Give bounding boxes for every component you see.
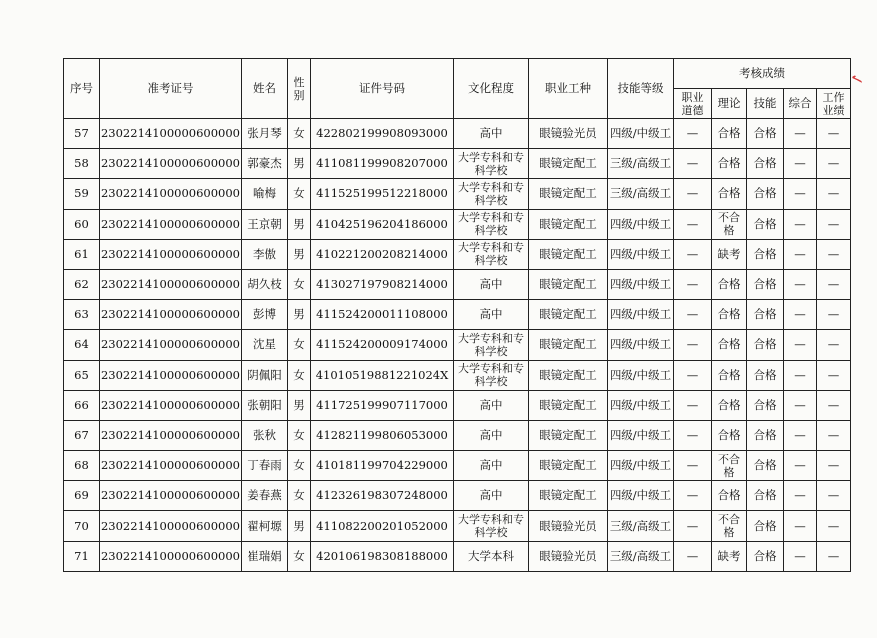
cell-job: 眼镜定配工 xyxy=(529,481,608,511)
cell-work: — xyxy=(817,511,851,541)
cell-ethics: — xyxy=(674,390,712,420)
cell-ticket: 2302214100000600000 xyxy=(100,541,242,571)
cell-seq: 65 xyxy=(64,360,100,390)
cell-theory: 合格 xyxy=(712,330,747,360)
cell-ethics: — xyxy=(674,179,712,209)
cell-gender: 男 xyxy=(288,149,311,179)
cell-ticket: 2302214100000600000 xyxy=(100,149,242,179)
cell-work: — xyxy=(817,451,851,481)
cell-ethics: — xyxy=(674,511,712,541)
cell-theory: 不合格 xyxy=(712,451,747,481)
header-theory: 理论 xyxy=(712,89,747,119)
cell-overall: — xyxy=(784,390,817,420)
cell-ethics: — xyxy=(674,541,712,571)
cell-id: 411725199907117000 xyxy=(311,390,454,420)
cell-ticket: 2302214100000600000 xyxy=(100,330,242,360)
cell-skill: 合格 xyxy=(747,119,784,149)
cell-name: 崔瑞娟 xyxy=(242,541,288,571)
cell-gender: 女 xyxy=(288,330,311,360)
cell-level: 四级/中级工 xyxy=(608,239,674,269)
cell-gender: 男 xyxy=(288,209,311,239)
table-row xyxy=(64,119,851,149)
cell-ethics: — xyxy=(674,300,712,330)
cell-gender: 男 xyxy=(288,239,311,269)
cell-edu: 大学本科 xyxy=(454,541,529,571)
cell-overall: — xyxy=(784,360,817,390)
cell-gender: 女 xyxy=(288,541,311,571)
cell-name: 丁春雨 xyxy=(242,451,288,481)
cell-ethics: — xyxy=(674,451,712,481)
cell-theory: 合格 xyxy=(712,390,747,420)
cell-ticket: 2302214100000600000 xyxy=(100,481,242,511)
cell-theory: 合格 xyxy=(712,481,747,511)
cell-overall: — xyxy=(784,511,817,541)
cell-job: 眼镜验光员 xyxy=(529,511,608,541)
cell-skill: 合格 xyxy=(747,300,784,330)
cell-name: 翟柯塬 xyxy=(242,511,288,541)
cell-edu: 大学专科和专科学校 xyxy=(454,179,529,209)
cell-seq: 57 xyxy=(64,119,100,149)
cell-edu: 大学专科和专科学校 xyxy=(454,360,529,390)
cell-edu: 高中 xyxy=(454,300,529,330)
cell-name: 阴佩阳 xyxy=(242,360,288,390)
cell-job: 眼镜定配工 xyxy=(529,330,608,360)
cell-name: 姜春燕 xyxy=(242,481,288,511)
cell-edu: 大学专科和专科学校 xyxy=(454,239,529,269)
cell-ticket: 2302214100000600000 xyxy=(100,451,242,481)
cell-job: 眼镜定配工 xyxy=(529,269,608,299)
cell-theory: 合格 xyxy=(712,300,747,330)
cell-work: — xyxy=(817,209,851,239)
cell-work: — xyxy=(817,149,851,179)
cell-seq: 66 xyxy=(64,390,100,420)
table-row xyxy=(64,179,851,209)
cell-name: 彭博 xyxy=(242,300,288,330)
cell-edu: 高中 xyxy=(454,481,529,511)
header-gender xyxy=(288,59,311,119)
cell-ethics: — xyxy=(674,481,712,511)
cell-overall: — xyxy=(784,481,817,511)
cell-overall: — xyxy=(784,541,817,571)
cell-gender: 女 xyxy=(288,179,311,209)
cell-id: 411082200201052000 xyxy=(311,511,454,541)
cell-theory: 合格 xyxy=(712,360,747,390)
table-row xyxy=(64,209,851,239)
cell-edu: 大学专科和专科学校 xyxy=(454,149,529,179)
cell-name: 张月琴 xyxy=(242,119,288,149)
cell-ethics: — xyxy=(674,119,712,149)
cell-name: 郭豪杰 xyxy=(242,149,288,179)
cell-job: 眼镜定配工 xyxy=(529,209,608,239)
cell-work: — xyxy=(817,119,851,149)
cell-work: — xyxy=(817,360,851,390)
cell-overall: — xyxy=(784,451,817,481)
cell-seq: 63 xyxy=(64,300,100,330)
cell-seq: 62 xyxy=(64,269,100,299)
cell-skill: 合格 xyxy=(747,360,784,390)
cell-job: 眼镜定配工 xyxy=(529,451,608,481)
header-job: 职业工种 xyxy=(529,59,608,119)
cell-level: 三级/高级工 xyxy=(608,179,674,209)
cell-id: 410425196204186000 xyxy=(311,209,454,239)
table-row xyxy=(64,149,851,179)
cell-level: 四级/中级工 xyxy=(608,330,674,360)
cell-theory: 缺考 xyxy=(712,541,747,571)
cell-seq: 60 xyxy=(64,209,100,239)
cell-name: 张朝阳 xyxy=(242,390,288,420)
exam-results-table xyxy=(63,58,851,572)
table-body xyxy=(64,119,851,572)
cell-seq: 70 xyxy=(64,511,100,541)
header-score-group: 考核成绩 xyxy=(674,59,851,89)
cell-name: 王京朝 xyxy=(242,209,288,239)
table-row xyxy=(64,239,851,269)
cell-overall: — xyxy=(784,149,817,179)
header-work xyxy=(817,89,851,119)
cell-ticket: 2302214100000600000 xyxy=(100,119,242,149)
cell-skill: 合格 xyxy=(747,511,784,541)
cell-ticket: 2302214100000600000 xyxy=(100,209,242,239)
cell-gender: 女 xyxy=(288,119,311,149)
cell-ticket: 2302214100000600000 xyxy=(100,390,242,420)
cell-job: 眼镜定配工 xyxy=(529,360,608,390)
cell-job: 眼镜验光员 xyxy=(529,541,608,571)
cell-gender: 男 xyxy=(288,300,311,330)
cell-level: 三级/高级工 xyxy=(608,541,674,571)
cell-seq: 61 xyxy=(64,239,100,269)
cell-work: — xyxy=(817,390,851,420)
cell-id: 422802199908093000 xyxy=(311,119,454,149)
header-skill: 技能 xyxy=(747,89,784,119)
table-row xyxy=(64,481,851,511)
table-row xyxy=(64,511,851,541)
handwritten-mark: ✓ xyxy=(846,71,868,88)
cell-ethics: — xyxy=(674,209,712,239)
table-row xyxy=(64,390,851,420)
cell-gender: 男 xyxy=(288,511,311,541)
cell-name: 沈星 xyxy=(242,330,288,360)
cell-edu: 高中 xyxy=(454,451,529,481)
cell-skill: 合格 xyxy=(747,451,784,481)
cell-ethics: — xyxy=(674,420,712,450)
cell-skill: 合格 xyxy=(747,330,784,360)
cell-name: 李傲 xyxy=(242,239,288,269)
cell-seq: 69 xyxy=(64,481,100,511)
header-seq: 序号 xyxy=(64,59,100,119)
cell-edu: 高中 xyxy=(454,119,529,149)
cell-skill: 合格 xyxy=(747,481,784,511)
cell-seq: 58 xyxy=(64,149,100,179)
cell-skill: 合格 xyxy=(747,239,784,269)
cell-skill: 合格 xyxy=(747,149,784,179)
cell-skill: 合格 xyxy=(747,420,784,450)
cell-work: — xyxy=(817,269,851,299)
cell-job: 眼镜定配工 xyxy=(529,300,608,330)
cell-level: 四级/中级工 xyxy=(608,420,674,450)
table-row xyxy=(64,330,851,360)
cell-work: — xyxy=(817,541,851,571)
cell-level: 四级/中级工 xyxy=(608,481,674,511)
cell-id: 413027197908214000 xyxy=(311,269,454,299)
cell-level: 四级/中级工 xyxy=(608,360,674,390)
cell-work: — xyxy=(817,481,851,511)
cell-id: 412821199806053000 xyxy=(311,420,454,450)
cell-id: 411081199908207000 xyxy=(311,149,454,179)
cell-ethics: — xyxy=(674,269,712,299)
cell-skill: 合格 xyxy=(747,541,784,571)
cell-theory: 不合格 xyxy=(712,209,747,239)
header-ethics-text: 职业道德 xyxy=(681,90,704,117)
cell-level: 三级/高级工 xyxy=(608,149,674,179)
cell-edu: 大学专科和专科学校 xyxy=(454,330,529,360)
table-row xyxy=(64,360,851,390)
cell-ethics: — xyxy=(674,149,712,179)
cell-seq: 59 xyxy=(64,179,100,209)
header-work-text: 工作业绩 xyxy=(822,90,845,117)
cell-level: 四级/中级工 xyxy=(608,390,674,420)
cell-seq: 64 xyxy=(64,330,100,360)
cell-overall: — xyxy=(784,119,817,149)
cell-theory: 合格 xyxy=(712,269,747,299)
cell-gender: 男 xyxy=(288,390,311,420)
cell-ethics: — xyxy=(674,239,712,269)
cell-seq: 68 xyxy=(64,451,100,481)
cell-overall: — xyxy=(784,330,817,360)
cell-job: 眼镜定配工 xyxy=(529,390,608,420)
cell-skill: 合格 xyxy=(747,390,784,420)
cell-name: 张秋 xyxy=(242,420,288,450)
cell-job: 眼镜验光员 xyxy=(529,119,608,149)
table-row xyxy=(64,541,851,571)
table-row xyxy=(64,269,851,299)
cell-job: 眼镜定配工 xyxy=(529,239,608,269)
cell-id: 411525199512218000 xyxy=(311,179,454,209)
cell-job: 眼镜定配工 xyxy=(529,179,608,209)
table-row xyxy=(64,420,851,450)
cell-level: 四级/中级工 xyxy=(608,451,674,481)
cell-name: 喻梅 xyxy=(242,179,288,209)
cell-work: — xyxy=(817,420,851,450)
cell-edu: 高中 xyxy=(454,269,529,299)
cell-id: 420106198308188000 xyxy=(311,541,454,571)
cell-id: 410221200208214000 xyxy=(311,239,454,269)
cell-level: 四级/中级工 xyxy=(608,269,674,299)
cell-overall: — xyxy=(784,179,817,209)
cell-id: 41010519881221024X xyxy=(311,360,454,390)
table-row xyxy=(64,451,851,481)
cell-theory: 合格 xyxy=(712,420,747,450)
cell-overall: — xyxy=(784,209,817,239)
cell-level: 四级/中级工 xyxy=(608,300,674,330)
header-level: 技能等级 xyxy=(608,59,674,119)
cell-edu: 高中 xyxy=(454,420,529,450)
cell-seq: 71 xyxy=(64,541,100,571)
cell-gender: 女 xyxy=(288,420,311,450)
header-gender-text: 性别 xyxy=(293,75,305,102)
cell-theory: 合格 xyxy=(712,119,747,149)
header-edu: 文化程度 xyxy=(454,59,529,119)
cell-edu: 大学专科和专科学校 xyxy=(454,209,529,239)
cell-skill: 合格 xyxy=(747,209,784,239)
cell-level: 三级/高级工 xyxy=(608,511,674,541)
table-row xyxy=(64,300,851,330)
cell-work: — xyxy=(817,239,851,269)
cell-gender: 女 xyxy=(288,360,311,390)
cell-edu: 大学专科和专科学校 xyxy=(454,511,529,541)
cell-seq: 67 xyxy=(64,420,100,450)
header-ethics xyxy=(674,89,712,119)
header-overall: 综合 xyxy=(784,89,817,119)
cell-work: — xyxy=(817,300,851,330)
cell-name: 胡久枝 xyxy=(242,269,288,299)
cell-theory: 合格 xyxy=(712,179,747,209)
cell-id: 410181199704229000 xyxy=(311,451,454,481)
cell-ticket: 2302214100000600000 xyxy=(100,269,242,299)
cell-id: 411524200009174000 xyxy=(311,330,454,360)
cell-gender: 女 xyxy=(288,451,311,481)
cell-ticket: 2302214100000600000 xyxy=(100,239,242,269)
header-id: 证件号码 xyxy=(311,59,454,119)
cell-gender: 女 xyxy=(288,481,311,511)
cell-job: 眼镜定配工 xyxy=(529,149,608,179)
cell-skill: 合格 xyxy=(747,269,784,299)
cell-ticket: 2302214100000600000 xyxy=(100,360,242,390)
cell-level: 四级/中级工 xyxy=(608,209,674,239)
cell-overall: — xyxy=(784,239,817,269)
cell-ethics: — xyxy=(674,330,712,360)
cell-ticket: 2302214100000600000 xyxy=(100,300,242,330)
cell-work: — xyxy=(817,330,851,360)
cell-gender: 女 xyxy=(288,269,311,299)
cell-id: 411524200011108000 xyxy=(311,300,454,330)
cell-ethics: — xyxy=(674,360,712,390)
cell-theory: 合格 xyxy=(712,149,747,179)
cell-theory: 不合格 xyxy=(712,511,747,541)
cell-ticket: 2302214100000600000 xyxy=(100,511,242,541)
cell-ticket: 2302214100000600000 xyxy=(100,420,242,450)
cell-edu: 高中 xyxy=(454,390,529,420)
cell-job: 眼镜定配工 xyxy=(529,420,608,450)
cell-overall: — xyxy=(784,420,817,450)
cell-skill: 合格 xyxy=(747,179,784,209)
cell-ticket: 2302214100000600000 xyxy=(100,179,242,209)
cell-overall: — xyxy=(784,269,817,299)
cell-work: — xyxy=(817,179,851,209)
cell-id: 412326198307248000 xyxy=(311,481,454,511)
cell-overall: — xyxy=(784,300,817,330)
cell-theory: 缺考 xyxy=(712,239,747,269)
cell-level: 四级/中级工 xyxy=(608,119,674,149)
header-ticket: 准考证号 xyxy=(100,59,242,119)
header-name: 姓名 xyxy=(242,59,288,119)
